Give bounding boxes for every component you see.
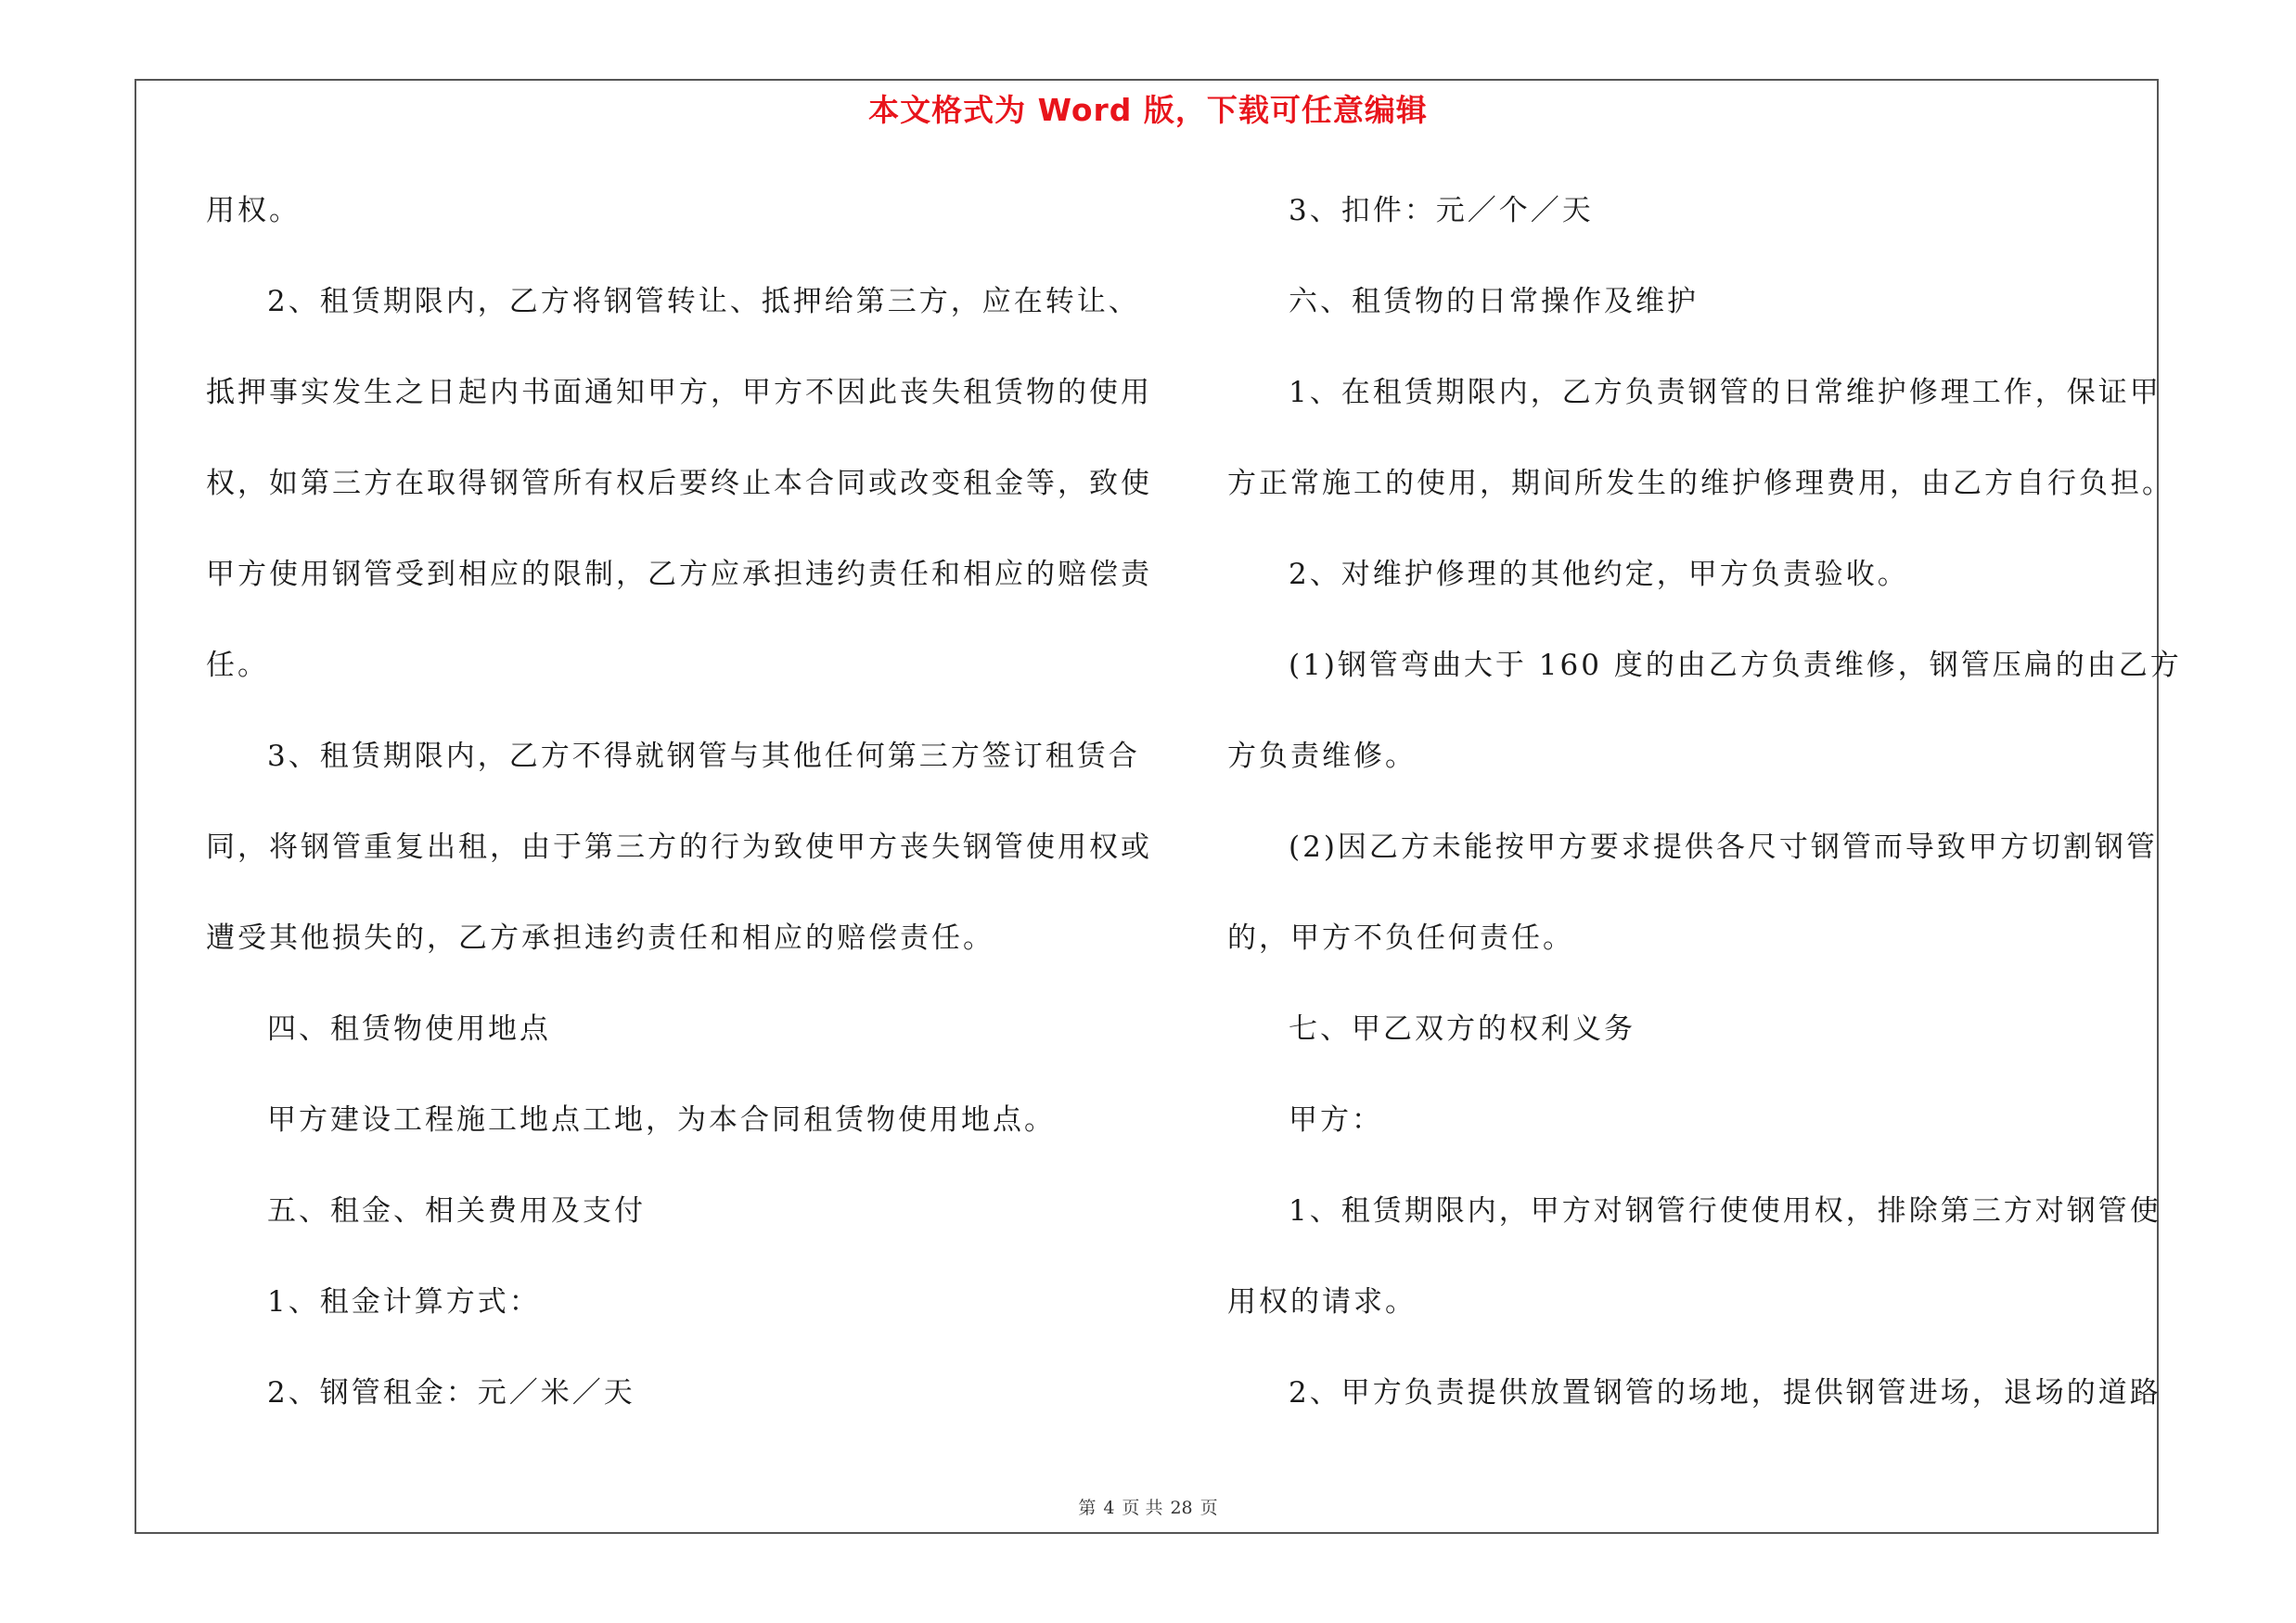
text-line: 用权的请求。: [1227, 1285, 1417, 1319]
text-line: 3、租赁期限内，乙方不得就钢管与其他任何第三方签订租赁合: [267, 740, 1140, 773]
text-line: 任。: [206, 649, 269, 682]
left-text-column: [206, 182, 1152, 1455]
text-line: 抵押事实发生之日起内书面通知甲方，甲方不因此丧失租赁物的使用: [206, 376, 1152, 409]
section-heading: 七、甲乙双方的权利义务: [1289, 1012, 1635, 1046]
text-line: (1)钢管弯曲大于 160 度的由乙方负责维修，钢管压扁的由乙方: [1289, 649, 2182, 682]
text-line: 2、对维护修理的其他约定，甲方负责验收。: [1289, 558, 1909, 591]
text-line: 方负责维修。: [1227, 740, 1417, 773]
text-line: 遭受其他损失的，乙方承担违约责任和相应的赔偿责任。: [206, 921, 994, 955]
text-line: 3、扣件：元／个／天: [1289, 194, 1594, 227]
current-page-number: 4: [1103, 1498, 1115, 1518]
text-line: 2、钢管租金：元／米／天: [267, 1376, 635, 1410]
text-line: 方正常施工的使用，期间所发生的维护修理费用，由乙方自行负担。: [1227, 467, 2174, 500]
text-line: 2、租赁期限内，乙方将钢管转让、抵押给第三方，应在转让、: [267, 285, 1140, 318]
text-line: (2)因乙方未能按甲方要求提供各尺寸钢管而导致甲方切割钢管: [1289, 831, 2158, 864]
text-line: 甲方使用钢管受到相应的限制，乙方应承担违约责任和相应的赔偿责: [206, 558, 1152, 591]
footer-suffix: 页: [1199, 1498, 1218, 1518]
text-line: 2、甲方负责提供放置钢管的场地，提供钢管进场，退场的道路: [1289, 1376, 2161, 1410]
text-line: 1、租金计算方式：: [267, 1285, 541, 1319]
text-line: 1、在租赁期限内，乙方负责钢管的日常维护修理工作，保证甲: [1289, 376, 2161, 409]
document-banner: 本文格式为 Word 版，下载可任意编辑: [868, 92, 1428, 128]
right-text-column: [1227, 182, 2182, 1455]
footer-middle: 页 共: [1122, 1498, 1163, 1518]
footer-prefix: 第: [1078, 1498, 1097, 1518]
section-heading: 五、租金、相关费用及支付: [267, 1194, 646, 1228]
text-line: 1、租赁期限内，甲方对钢管行使使用权，排除第三方对钢管使: [1289, 1194, 2161, 1228]
text-line: 甲方建设工程施工地点工地，为本合同租赁物使用地点。: [267, 1103, 1056, 1137]
text-line: 甲方：: [1289, 1103, 1383, 1137]
section-heading: 四、租赁物使用地点: [267, 1012, 551, 1046]
text-line: 权，如第三方在取得钢管所有权后要终止本合同或改变租金等，致使: [206, 467, 1152, 500]
section-heading: 六、租赁物的日常操作及维护: [1289, 285, 1699, 318]
text-line: 的，甲方不负任何责任。: [1227, 921, 1574, 955]
text-line: 用权。: [206, 194, 301, 227]
page-number-footer: [0, 1494, 2296, 1519]
text-line: 同，将钢管重复出租，由于第三方的行为致使甲方丧失钢管使用权或: [206, 831, 1152, 864]
total-page-count: 28: [1170, 1498, 1193, 1518]
